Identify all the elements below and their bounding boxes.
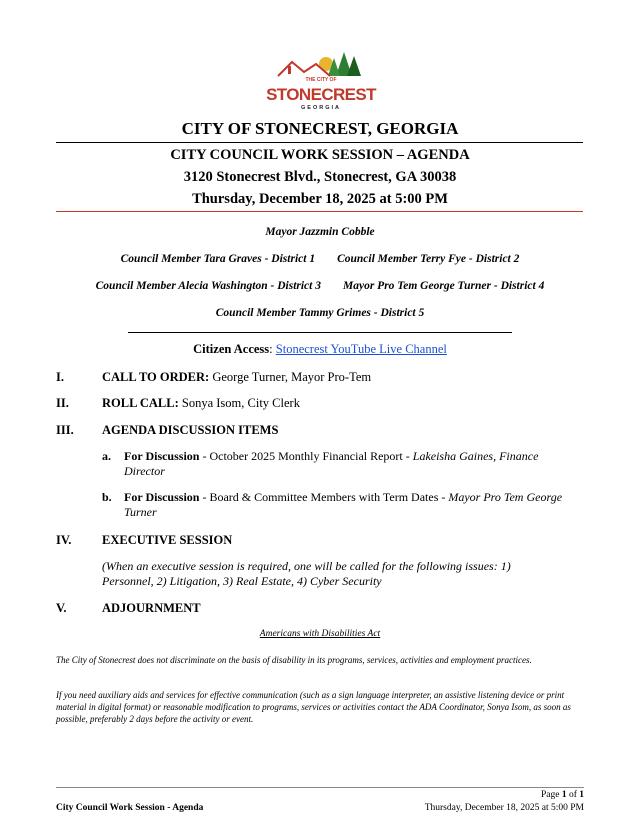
item-text: George Turner, Mayor Pro-Tem [209, 370, 372, 384]
stonecrest-logo [266, 50, 376, 114]
session-title: CITY COUNCIL WORK SESSION – AGENDA [170, 147, 470, 163]
page-prefix: Page [540, 790, 562, 800]
citizen-access-label: Citizen Access [193, 342, 270, 356]
footer-date: Thursday, December 18, 2025 at 5:00 PM [424, 803, 584, 813]
item-presenter: Mayor Pro Tem George Turner [124, 490, 563, 519]
ada-paragraph-2: If you need auxiliary aids and services for effective communication (such as a sign language interpreter, an assistive listening device or print material in digital format) or reasonable modification to programs, services or activities contact the ADA Coordinator, Sonya Isom, as soon as possible, preferably 2 days before the activity or event. [56, 690, 571, 724]
members-rule [128, 332, 512, 333]
header-rule [56, 142, 583, 143]
access-sep: : [269, 342, 276, 356]
item-label: For Discussion [124, 449, 200, 463]
citizen-access [0, 342, 640, 357]
item-text: - October 2025 Monthly Financial Report - [199, 449, 413, 463]
executive-session-note: (When an executive session is required, one will be called for the following issues: 1) Personnel, 2) Litigation, 3) Real Estate, 4) Cyber Security [102, 559, 511, 588]
item-letter: b. [102, 490, 112, 504]
item-number: I. [56, 370, 64, 384]
address-line: 3120 Stonecrest Blvd., Stonecrest, GA 30038 [183, 169, 457, 185]
ada-title: Americans with Disabilities Act [259, 629, 381, 639]
mayor-line: Mayor Jazzmin Cobble [265, 226, 375, 238]
city-title: CITY OF STONECREST, GEORGIA [181, 119, 459, 138]
ada-paragraph-1: The City of Stonecrest does not discriminate on the basis of disability in its programs, services, activities and employment practices. [56, 655, 532, 665]
members-row-2 [0, 253, 640, 265]
item-label: For Discussion [124, 490, 200, 504]
item-number: III. [56, 423, 74, 437]
youtube-channel-link[interactable]: Stonecrest YouTube Live Channel [275, 342, 447, 356]
item-title: AGENDA DISCUSSION ITEMS [102, 423, 279, 437]
member-district-5: Council Member Tammy Grimes - District 5 [215, 307, 425, 319]
item-title: ADJOURNMENT [102, 601, 201, 615]
item-title: ROLL CALL: [102, 396, 179, 410]
header-red-rule [56, 211, 583, 212]
item-number: V. [56, 601, 67, 615]
member-district-2: Council Member Terry Fye - District 2 [337, 253, 520, 265]
item-title: CALL TO ORDER: [102, 370, 210, 384]
footer-rule [56, 787, 584, 788]
item-presenter: Lakeisha Gaines, Finance Director [124, 449, 539, 478]
item-number: IV. [56, 533, 72, 547]
member-district-1: Council Member Tara Graves - District 1 [120, 253, 316, 265]
item-title: EXECUTIVE SESSION [102, 533, 233, 547]
member-district-4: Mayor Pro Tem George Turner - District 4 [342, 280, 545, 292]
logo-line2: STONECREST [266, 85, 376, 104]
page-total: 1 [579, 790, 584, 800]
item-text: - Board & Committee Members with Term Dates - [199, 490, 449, 504]
page-number [541, 790, 584, 800]
meeting-datetime: Thursday, December 18, 2025 at 5:00 PM [192, 191, 448, 207]
page-of: of [566, 790, 580, 800]
item-letter: a. [102, 449, 111, 463]
item-number: II. [56, 396, 69, 410]
footer-document-title: City Council Work Session - Agenda [56, 803, 204, 813]
logo-line1: THE CITY OF [305, 77, 337, 83]
members-row-3 [0, 280, 640, 292]
member-district-3: Council Member Alecia Washington - District 3 [95, 280, 321, 292]
page-current: 1 [561, 790, 567, 800]
item-text: Sonya Isom, City Clerk [178, 396, 300, 410]
logo-line3: GEORGIA [301, 105, 341, 111]
